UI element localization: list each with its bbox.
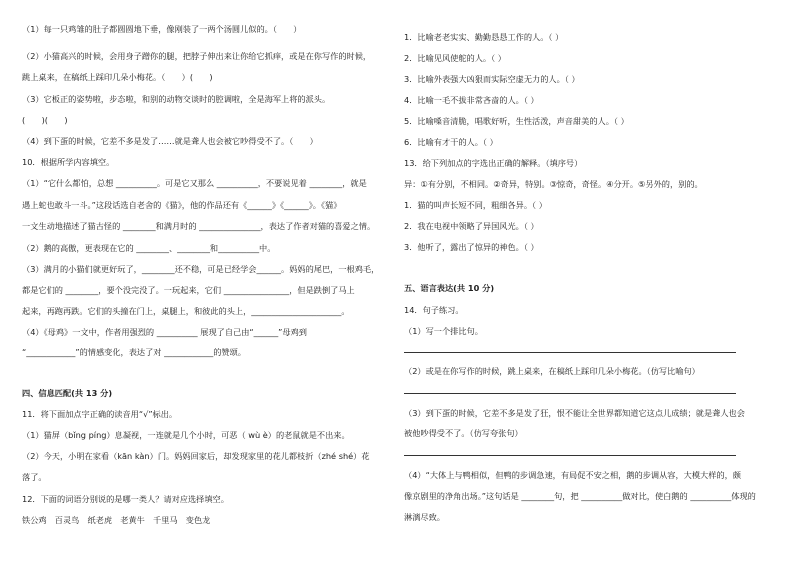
text-line: （1）每一只鸡雏的肚子都圆圆地下垂，像刚装了一两个汤圆儿似的。（ ）: [22, 24, 302, 34]
text-line: （2）或是在你写作的时候，跳上桌来，在稿纸上踩印几朵小梅花。（仿写比喻句）: [404, 366, 700, 376]
text-line: （1）“它什么都怕，总想 __________。可是它又那么 __________，不要说见着 ________，就是: [22, 178, 367, 188]
text-line: 4．比喻一毛不拔非常吝啬的人。（ ）: [404, 95, 539, 105]
text-line: （2）鹅的高傲，更表现在它的 ________、________和__________中。: [22, 243, 276, 253]
text-line: （4）“大体上与鸭相似，但鸭的步调急速，有局促不安之相，鹅的步调从容，大模大样的，颇: [404, 470, 741, 480]
text-line: （3）它板正的姿势啦，步态啦，和别的动物交谈时的腔调啦，全是海军上将的派头。: [22, 94, 331, 104]
text-line: （1）猫屏（bǐng píng）息凝视，一连就是几个小时，可恶（ wù è）的老鼠就是不出来。: [22, 430, 350, 440]
text-line: 淋漓尽致。: [404, 512, 445, 522]
text-line: （2）今天，小明在家看（kān kàn）门。妈妈回家后，却发现家里的花儿都枝折（zhé shé）花: [22, 451, 370, 461]
text-line: ( )( ): [22, 115, 68, 125]
text-line: 跳上桌来，在稿纸上踩印几朵小梅花。（ ）( ): [22, 72, 213, 82]
question-heading: 10．根据所学内容填空。: [22, 157, 115, 167]
text-line: “____________”的情感变化，表达了对 ____________的赞颂。: [22, 347, 246, 357]
question-heading: 13．给下列加点的字选出正确的解释。（填序号）: [404, 158, 583, 168]
text-line: 落了。: [22, 472, 47, 482]
answer-line: [404, 393, 736, 394]
question-heading: 11．将下面加点字正确的读音用“√”标出。: [22, 409, 178, 419]
text-line: 6．比喻有才干的人。（ ）: [404, 137, 498, 147]
text-line: （4）《母鸡》一文中，作者用强烈的 __________ 展现了自己由“______”母鸡到: [22, 327, 307, 337]
text-line: 一文生动地描述了猫古怪的 ________和满月时的 _______________，表达了作者对猫的喜爱之情。: [22, 221, 376, 231]
section-heading: 五、语言表达(共 10 分): [404, 283, 495, 293]
question-heading: 12．下面的词语分别说的是哪一类人？请对应选择填空。: [22, 494, 229, 504]
answer-line: [404, 352, 736, 353]
text-line: 1．猫的叫声长短不同，粗细各异。（ ）: [404, 200, 547, 210]
text-line: 3．他听了，露出了惊异的神色。（ ）: [404, 242, 539, 252]
text-line: 2．我在电视中领略了异国风光。（ ）: [404, 221, 539, 231]
question-heading: 14．句子练习。: [404, 305, 464, 315]
text-line: 被他吵得受不了。（仿写夸张句）: [404, 428, 523, 438]
text-line: 1．比喻老老实实、勤勤恳恳工作的人。（ ）: [404, 32, 564, 42]
text-line: 起来，再跑再跌。它们的头撞在门上，桌腿上，和彼此的头上，______________________。: [22, 306, 350, 316]
text-line: （4）到下蛋的时候，它差不多是发了……就是聋人也会被它吵得受不了。（ ）: [22, 136, 318, 146]
text-line: （2）小猫高兴的时候，会用身子蹭你的腿，把脖子伸出来让你给它抓痒，或是在你写作的时候，: [22, 51, 372, 61]
text-line: 遇上蛇也敢斗一斗。”这段话选自老舍的《猫》，他的作品还有《______》《______》。《猫》: [22, 200, 342, 210]
text-line: 3．比喻外表强大凶狠而实际空虚无力的人。（ ）: [404, 74, 580, 84]
text-line: （3）满月的小猫们就更好玩了，________还不稳，可是已经学会______。妈妈的尾巴，一根鸡毛，: [22, 264, 380, 274]
text-line: （3）到下蛋的时候，它差不多是发了狂，恨不能让全世界都知道它这点儿成绩；就是聋人也会: [404, 408, 745, 418]
text-line: 都是它们的 ________，要个没完没了。一玩起来，它们 ________________，但是跌倒了马上: [22, 285, 355, 295]
section-heading: 四、信息匹配(共 13 分): [22, 388, 113, 398]
text-line: 像京剧里的净角出场。”这句话是 ________句，把 __________做对比，使白鹅的 __________体现的: [404, 491, 756, 501]
text-line: 2．比喻见风使舵的人。（ ）: [404, 53, 506, 63]
answer-line: [404, 455, 736, 456]
text-line: 异：①有分别，不相同。②奇异，特别。③惊奇，奇怪。④分开。⑤另外的，别的。: [404, 179, 703, 189]
text-line: （1）写一个排比句。: [404, 326, 483, 336]
text-line: 5．比喻嗓音清脆，唱歌好听，生性活泼，声音甜美的人。（ ）: [404, 116, 629, 126]
word-bank: 铁公鸡 百灵鸟 纸老虎 老黄牛 千里马 变色龙: [22, 515, 211, 525]
